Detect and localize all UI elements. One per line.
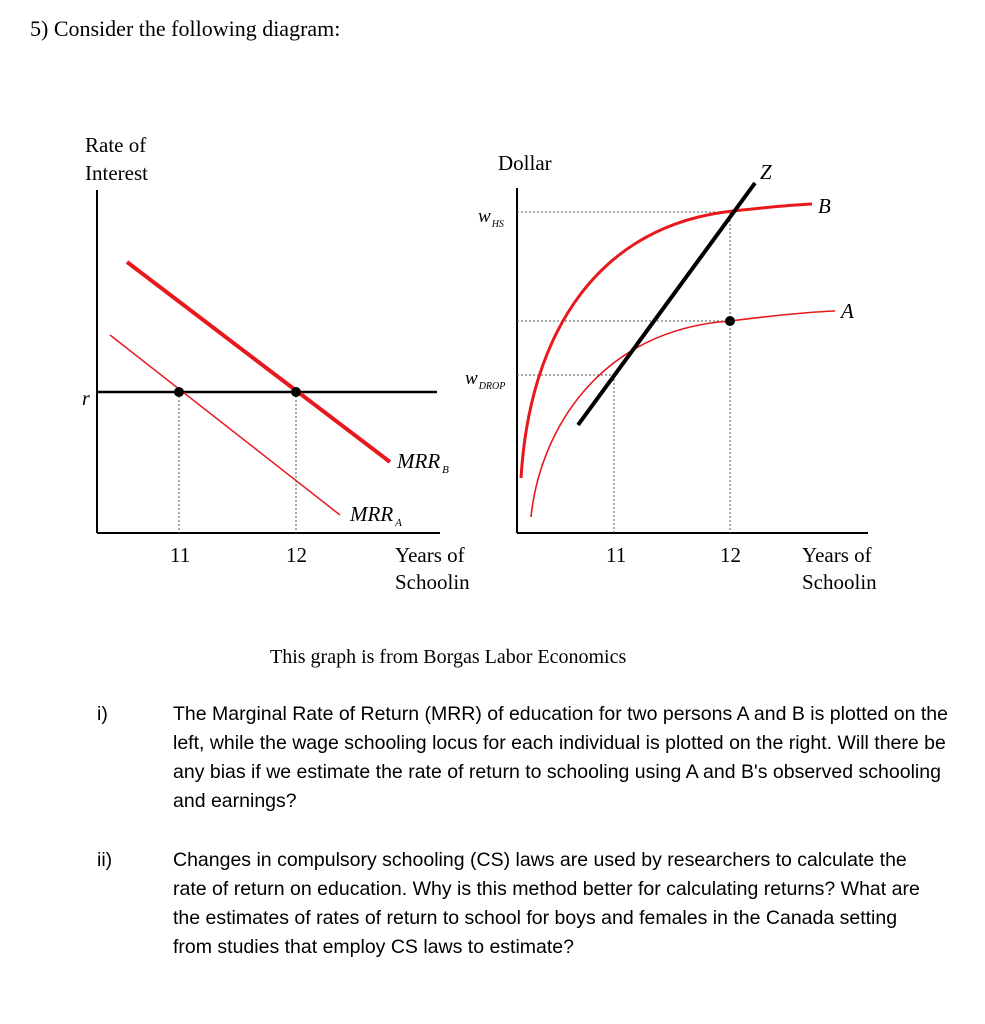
left-y-axis-label-line1: Rate of <box>85 133 147 157</box>
left-y-axis-label-line2: Interest <box>85 161 148 185</box>
b-curve-label: B <box>818 194 831 218</box>
mrr-b-line <box>127 262 390 462</box>
r-label: r <box>82 388 90 410</box>
z-label: Z <box>760 160 772 184</box>
w-drop-label: $w_{DROP}$ <box>465 368 506 392</box>
point-a-12 <box>725 316 735 326</box>
curve-a <box>531 311 835 517</box>
left-x-axis-label-line1: Years of <box>395 543 465 567</box>
right-x-axis-label-line1: Years of <box>802 543 872 567</box>
question-1-number: i) <box>97 703 108 725</box>
left-diagram <box>82 133 470 594</box>
right-x-axis-label-line2: Schoolin <box>802 570 877 594</box>
mrr-a-label: MRR $_A$ <box>350 502 402 529</box>
right-diagram <box>465 151 877 594</box>
right-tick-12: 12 <box>720 543 741 567</box>
a-curve-label: A <box>841 299 854 323</box>
right-tick-11: 11 <box>606 543 627 567</box>
problem-heading: 5) Consider the following diagram: <box>30 16 341 41</box>
mrr-a-line <box>110 335 340 515</box>
equilibrium-point-b <box>291 387 301 397</box>
left-x-axis-label-line2: Schoolin <box>395 570 470 594</box>
left-tick-11: 11 <box>170 543 191 567</box>
left-tick-12: 12 <box>286 543 307 567</box>
w-hs-label: $w_{HS}$ <box>478 206 504 230</box>
line-z <box>578 183 755 425</box>
curve-b <box>521 204 812 478</box>
question-2-text: Changes in compulsory schooling (CS) laws are used by researchers to calculate the rate of return on education. Why is this method better for calculating returns? What are the estimates of rates of return to school for boys and females in the Canada setting from studies that employ CS laws to estimate? <box>173 849 920 958</box>
question-2-number: ii) <box>97 849 113 871</box>
equilibrium-point-a <box>174 387 184 397</box>
question-1-text: The Marginal Rate of Return (MRR) of education for two persons A and B is plotted on the left, while the wage schooling locus for each individual is plotted on the right. Will there be any bias if we estimate the rate of return to schooling using A and B's observed schooling and earnings? <box>173 703 948 812</box>
figure-caption: This graph is from Borgas Labor Economics <box>270 646 627 668</box>
mrr-b-label: MRR $_B$ <box>397 449 449 476</box>
right-y-axis-label: Dollar <box>498 151 552 175</box>
